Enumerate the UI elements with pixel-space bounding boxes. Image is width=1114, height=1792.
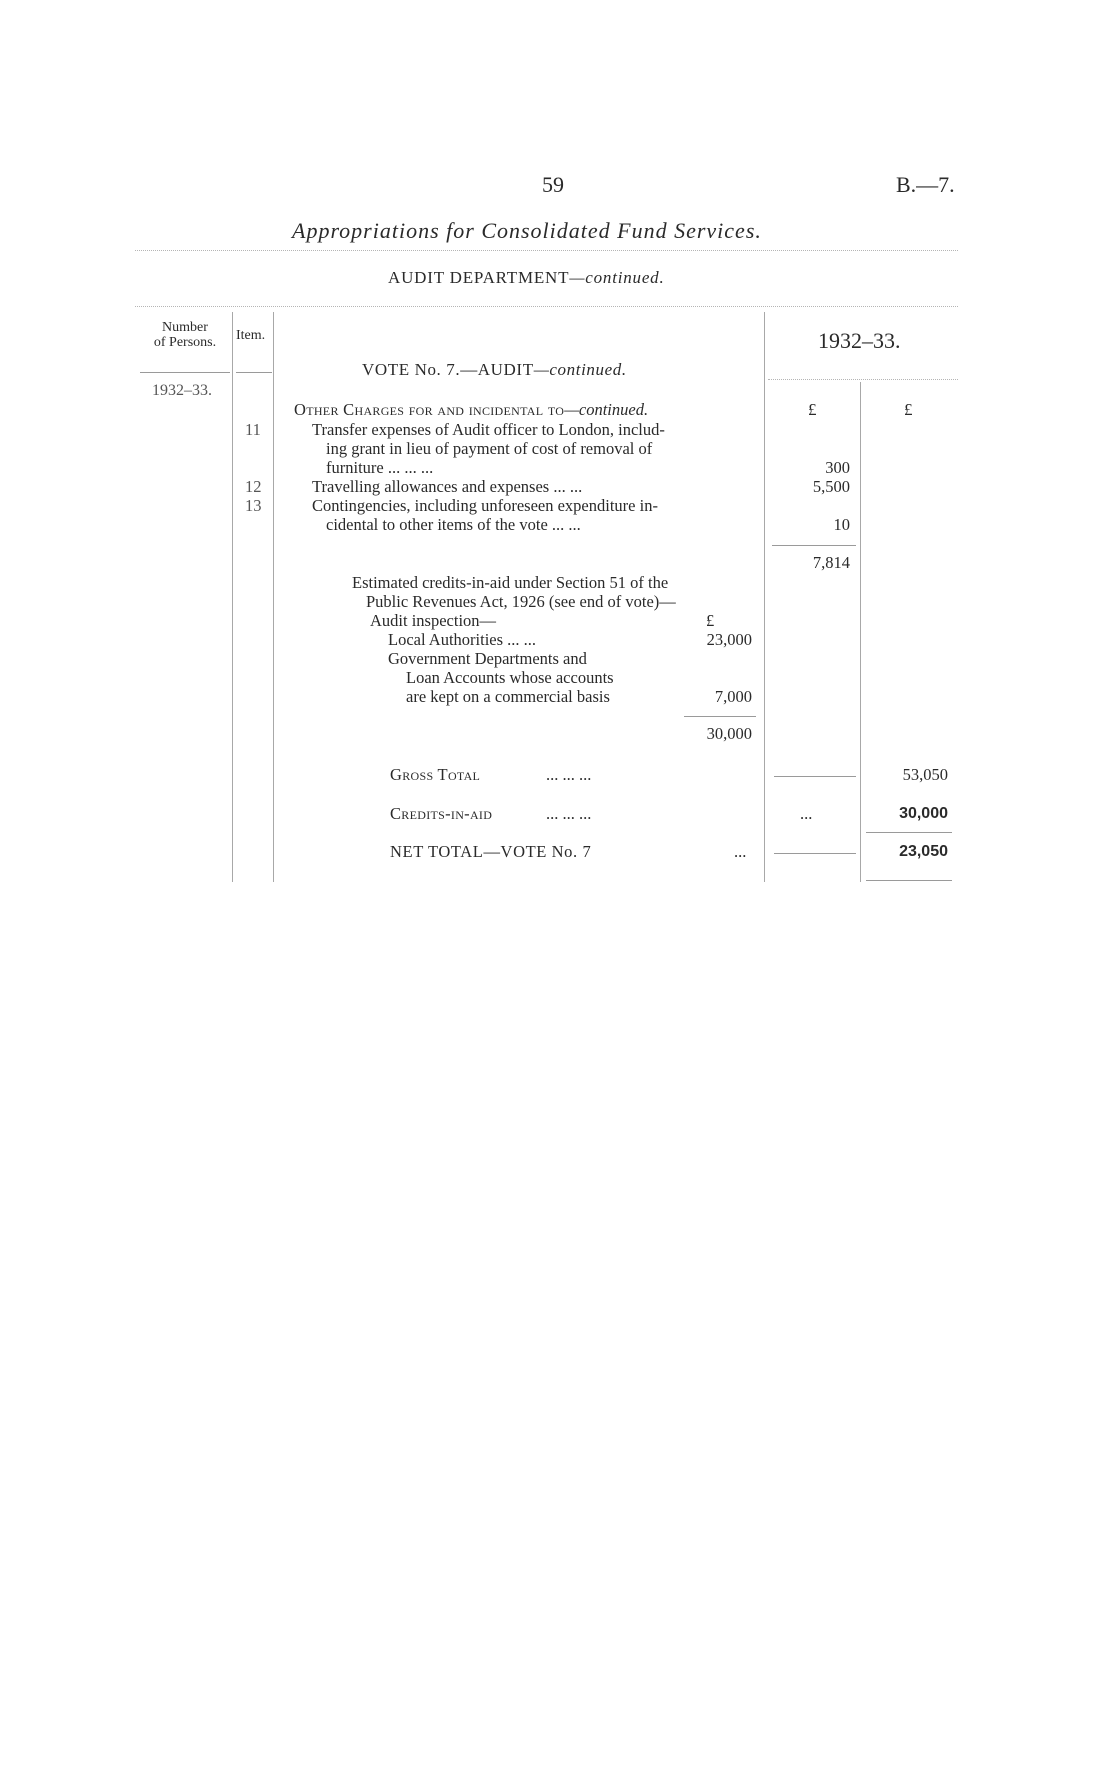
- department-suffix: —continued.: [569, 268, 665, 287]
- credits-in-aid-rule: [866, 832, 952, 833]
- subtotal-amount: 7,814: [812, 553, 850, 572]
- item-rule: [273, 312, 274, 882]
- vote-title: [362, 360, 627, 380]
- credits-in-aid-amount: 30,000: [899, 805, 948, 822]
- credits-line1: Estimated credits-in-aid under Section 51 of the: [352, 573, 669, 592]
- item-13-description: [312, 496, 658, 534]
- section-title-suffix: —continued.: [564, 400, 649, 419]
- credits-in-aid-dots: ... ... ...: [546, 804, 592, 823]
- item-11-description: [312, 420, 665, 477]
- item-12-description: Travelling allowances and expenses ... ...: [312, 477, 583, 496]
- net-total-amount: 23,050: [899, 843, 948, 860]
- subtotal-rule: [772, 545, 856, 546]
- item-header: Item.: [236, 328, 266, 343]
- persons-header: [140, 320, 230, 350]
- vote-title-suffix: —continued.: [533, 360, 627, 379]
- item-11-line2: ing grant in lieu of payment of cost of removal of: [326, 439, 653, 458]
- item-header-rule: [236, 372, 272, 373]
- credits-gov-line2: Loan Accounts whose accounts: [406, 668, 614, 687]
- section-heading: [294, 400, 648, 419]
- department-rule: [135, 306, 958, 307]
- amount-header-rule: [768, 379, 958, 380]
- persons-header-line1: Number: [162, 320, 208, 335]
- item-11-amount: 300: [825, 458, 850, 477]
- net-total-dots: ...: [734, 842, 747, 861]
- persons-header-line2: of Persons.: [153, 335, 217, 350]
- credits-gov-line1: Government Departments and: [388, 649, 587, 668]
- credits-local-label: Local Authorities ... ...: [388, 630, 537, 649]
- year-header-right: 1932–33.: [818, 328, 901, 353]
- credits-line3: Audit inspection—: [370, 611, 497, 630]
- gross-total-dots: ... ... ...: [546, 765, 592, 784]
- item-11-line3: furniture ... ... ...: [326, 458, 434, 477]
- credits-in-aid-label: [390, 804, 492, 823]
- item-12-amount: 5,500: [812, 477, 850, 496]
- item-13-amount: 10: [833, 515, 850, 534]
- persons-rule: [232, 312, 233, 882]
- credits-gov-line3: are kept on a commercial basis: [406, 687, 610, 706]
- credits-line2: Public Revenues Act, 1926 (see end of vote)—: [366, 592, 676, 611]
- persons-header-rule: [140, 372, 230, 373]
- net-total-label: NET TOTAL—VOTE No. 7: [390, 842, 592, 861]
- credits-in-aid-text: Credits-in-aid: [390, 804, 493, 823]
- item-13-line2: cidental to other items of the vote ... ...: [326, 515, 581, 534]
- item-number-13: 13: [245, 496, 262, 515]
- vote-title-text: VOTE No. 7.—AUDIT: [362, 360, 534, 379]
- description-rule: [764, 312, 765, 882]
- item-number-11: 11: [245, 420, 261, 439]
- credits-local-amount: 23,000: [706, 630, 752, 649]
- credits-total: 30,000: [706, 724, 752, 743]
- department-name: AUDIT DEPARTMENT: [388, 268, 570, 287]
- credits-total-rule: [684, 716, 756, 717]
- credits-in-aid-mid-dots: ...: [800, 804, 813, 823]
- gross-total-dash: [774, 776, 856, 777]
- item-number-12: 12: [245, 477, 262, 496]
- page-number: 59: [542, 172, 564, 197]
- department-heading: [388, 268, 665, 288]
- year-left: 1932–33.: [152, 382, 212, 399]
- pound-symbol-1: £: [808, 400, 817, 419]
- gross-total-label: [390, 765, 480, 784]
- credits-gov-amount: 7,000: [714, 687, 752, 706]
- item-11-line1: Transfer expenses of Audit officer to London, includ-: [312, 420, 665, 439]
- gross-total-amount: 53,050: [902, 765, 948, 784]
- section-title: Other Charges for and incidental to: [294, 400, 565, 419]
- credits-pound: £: [706, 611, 715, 630]
- pound-symbol-2: £: [904, 400, 913, 419]
- title-rule: [135, 250, 958, 251]
- item-13-line1: Contingencies, including unforeseen expenditure in-: [312, 496, 658, 515]
- amount-rule: [860, 382, 861, 882]
- net-total-dash: [774, 853, 856, 854]
- net-total-rule: [866, 880, 952, 881]
- document-reference: B.—7.: [896, 172, 955, 197]
- page-title: Appropriations for Consolidated Fund Services.: [292, 218, 762, 243]
- gross-total-text: Gross Total: [390, 765, 481, 784]
